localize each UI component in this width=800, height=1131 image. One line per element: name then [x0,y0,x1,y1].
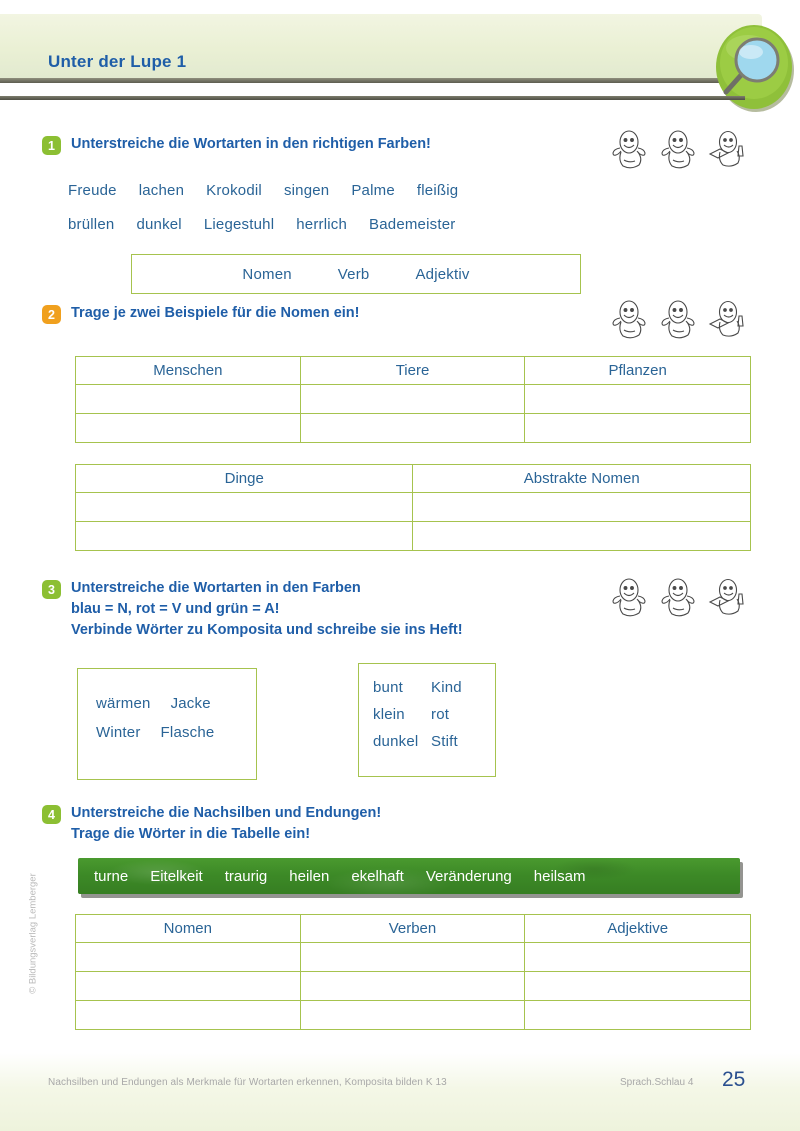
page-header [0,14,800,96]
exercise-4-number: 4 [42,805,61,824]
banner-word: Veränderung [425,867,512,885]
exercise-1-number: 1 [42,136,61,155]
exercise-4 [42,803,381,845]
word-item: Bademeister [369,216,456,233]
answer-cell[interactable] [300,414,525,443]
answer-cell[interactable] [300,972,525,1001]
word-pair-row [96,695,256,712]
word-item: rot [431,706,450,723]
word-item: dunkel [136,216,182,233]
exercise-3-word-box-left [77,668,257,780]
word-item: Freude [68,182,117,199]
legend-verb: Verb [337,265,370,283]
answer-cell[interactable] [76,493,413,522]
word-pair-row [373,733,495,750]
exercise-3-number: 3 [42,580,61,599]
answer-cell[interactable] [300,1001,525,1030]
exercise-1-word-row-1 [68,182,458,199]
exercise-4-word-banner [78,858,740,894]
answer-cell[interactable] [76,522,413,551]
table-row [76,972,751,1001]
footer-objective: Nachsilben und Endungen als Merkmale für Wortarten erkennen, Komposita bilden K 13 [48,1077,447,1088]
column-header-nomen: Nomen [76,915,301,943]
word-item: dunkel [373,733,419,750]
mascot-thumbsup-icon [657,300,699,340]
word-pair-row [373,679,495,696]
exercise-2-table-b [75,464,751,551]
mascot-thumbsup-icon [657,130,699,170]
legend-nomen: Nomen [242,265,292,283]
exercise-4-instruction [71,803,381,845]
mascot-group-2 [608,300,748,340]
exercise-4-instruction-line-1: Unterstreiche die Nachsilben und Endungen! [71,805,382,821]
answer-cell[interactable] [413,493,751,522]
exercise-3-instruction-line-3: Verbinde Wörter zu Komposita und schreibe sie ins Heft! [71,622,463,638]
footer-band [0,1053,800,1131]
exercise-2-number: 2 [42,305,61,324]
column-header-menschen: Menschen [76,357,301,385]
word-item: lachen [138,182,185,199]
word-item: Flasche [160,724,215,741]
mascot-thumbsup-icon [608,578,650,618]
table-row [76,943,751,972]
table-row [76,414,751,443]
answer-cell[interactable] [76,943,301,972]
exercise-3-instruction-line-2: blau = N, rot = V und grün = A! [71,601,280,617]
word-item: herrlich [296,216,348,233]
table-header-row [76,915,751,943]
exercise-1-instruction: Unterstreiche die Wortarten in den richtigen Farben! [71,136,431,152]
banner-word: heilen [289,867,330,885]
word-item: Palme [351,182,395,199]
exercise-2-instruction: Trage je zwei Beispiele für die Nomen ein! [71,305,360,321]
answer-cell[interactable] [300,385,525,414]
page-number: 25 [722,1068,746,1091]
column-header-adjektive: Adjektive [525,915,751,943]
word-item: singen [283,182,330,199]
page-title: Unter der Lupe 1 [48,52,187,71]
mascot-group-1 [608,130,748,170]
word-item: Kind [431,679,462,696]
mascot-with-book-icon [706,130,748,170]
mascot-thumbsup-icon [608,300,650,340]
column-header-abstrakte-nomen: Abstrakte Nomen [413,465,751,493]
exercise-2 [42,303,359,324]
exercise-4-table [75,914,751,1030]
table-header-row [76,357,751,385]
word-item: Stift [431,733,458,750]
header-divider [0,96,745,100]
word-item: Winter [96,724,141,741]
exercise-3-word-box-right [358,663,496,777]
word-item: Liegestuhl [203,216,275,233]
answer-cell[interactable] [300,943,525,972]
exercise-1 [42,134,431,155]
banner-word: heilsam [533,867,586,885]
column-header-verben: Verben [300,915,525,943]
answer-cell[interactable] [76,1001,301,1030]
mascot-group-3 [608,578,748,618]
banner-word: Eitelkeit [150,867,203,885]
table-header-row [76,465,751,493]
word-item: fleißig [416,182,459,199]
copyright-notice: © Bildungsverlag Lemberger [27,873,39,994]
legend-adjektiv: Adjektiv [415,265,470,283]
exercise-3 [42,578,463,641]
answer-cell[interactable] [413,522,751,551]
word-item: wärmen [96,695,151,712]
footer-series-title: Sprach.Schlau 4 [620,1077,694,1088]
answer-cell[interactable] [76,972,301,1001]
answer-cell[interactable] [525,943,751,972]
answer-cell[interactable] [525,385,751,414]
mascot-with-book-icon [706,300,748,340]
word-item: brüllen [68,216,115,233]
exercise-4-instruction-line-2: Trage die Wörter in die Tabelle ein! [71,826,311,842]
answer-cell[interactable] [525,972,751,1001]
word-item: Jacke [170,695,211,712]
exercise-3-instruction [71,578,463,641]
word-item: klein [373,706,405,723]
table-row [76,522,751,551]
mascot-thumbsup-icon [608,130,650,170]
column-header-pflanzen: Pflanzen [525,357,751,385]
banner-word: traurig [224,867,268,885]
banner-word: ekelhaft [351,867,404,885]
banner-word: turne [94,867,129,885]
word-pair-row [373,706,495,723]
word-pair-row [96,724,256,741]
answer-cell[interactable] [525,414,751,443]
exercise-1-word-row-2 [68,216,455,233]
answer-cell[interactable] [76,385,301,414]
answer-cell[interactable] [525,1001,751,1030]
exercise-2-table-a [75,356,751,443]
table-row [76,493,751,522]
column-header-dinge: Dinge [76,465,413,493]
answer-cell[interactable] [76,414,301,443]
word-item: Krokodil [206,182,262,199]
mascot-thumbsup-icon [657,578,699,618]
exercise-1-legend-box [131,254,581,294]
column-header-tiere: Tiere [300,357,525,385]
table-row [76,385,751,414]
word-item: bunt [373,679,403,696]
exercise-3-instruction-line-1: Unterstreiche die Wortarten in den Farben [71,580,361,596]
mascot-with-book-icon [706,578,748,618]
table-row [76,1001,751,1030]
magnifier-icon [712,22,796,114]
